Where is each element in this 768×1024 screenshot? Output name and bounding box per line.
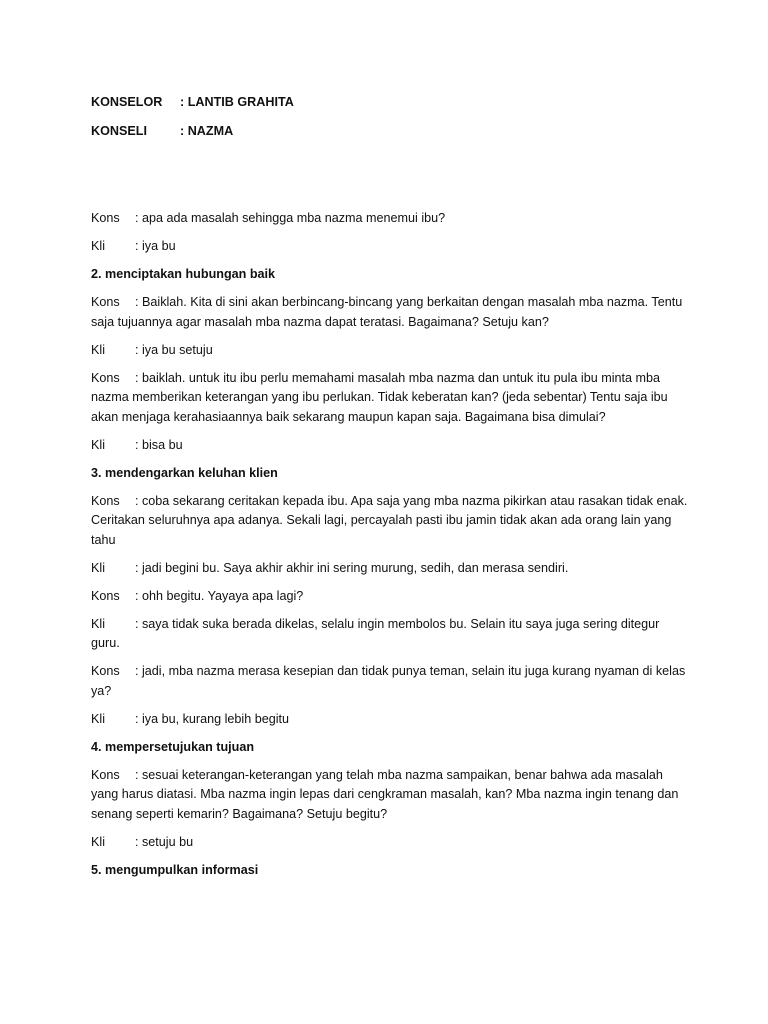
speaker-label: Kli <box>91 711 105 726</box>
speaker-label: Kons <box>91 664 120 678</box>
dialogue-line <box>91 341 691 361</box>
dialogue-line <box>91 492 691 551</box>
section-heading: 2. menciptakan hubungan baik <box>91 267 276 281</box>
utterance-text: : setuju bu <box>135 834 194 849</box>
speaker-label: Kli <box>91 437 105 452</box>
section-heading: 3. mendengarkan keluhan klien <box>91 465 278 480</box>
speaker-label: Kli <box>91 834 105 849</box>
dialogue-line <box>91 710 691 730</box>
dialogue-line <box>91 662 691 701</box>
section-heading: 5. mengumpulkan informasi <box>91 862 259 877</box>
konseli-label: KONSELI <box>91 124 147 138</box>
dialogue-line <box>91 293 691 332</box>
utterance-text: : sesuai keterangan-keterangan yang telah mba nazma sampaikan, benar bahwa ada masalah yang harus diatasi. Mba nazma ingin lepas dari cengkraman masalah, kan? Mba nazma ingin tenang dan senang seperti kemarin? Bagaimana? Setuju begitu? <box>91 767 679 821</box>
konselor-value: : LANTIB GRAHITA <box>180 95 294 109</box>
dialogue-line <box>91 615 691 654</box>
dialogue-line <box>91 833 691 853</box>
dialogue-line <box>91 436 691 456</box>
dialogue-line <box>91 209 691 229</box>
document-page <box>91 93 691 889</box>
speaker-label: Kons <box>91 588 120 603</box>
utterance-text: : saya tidak suka berada dikelas, selalu ingin membolos bu. Selain itu saya juga sering ditegur guru. <box>91 616 660 650</box>
dialogue-line <box>91 559 691 579</box>
utterance-text: : iya bu <box>135 239 176 253</box>
header-spacer <box>91 140 691 209</box>
dialogue-transcript <box>91 209 691 880</box>
utterance-text: : coba sekarang ceritakan kepada ibu. Apa saja yang mba nazma pikirkan atau rasakan tidak enak. Ceritakan seluruhnya apa adanya. Sekali lagi, percayalah pasti ibu jamin tidak akan ada orang lain yang tahu <box>91 493 688 547</box>
utterance-text: : iya bu setuju <box>135 342 213 357</box>
konselor-row <box>91 93 691 111</box>
speaker-label: Kons <box>91 370 120 385</box>
utterance-text: : iya bu, kurang lebih begitu <box>135 711 290 726</box>
speaker-label: Kli <box>91 342 105 357</box>
dialogue-line <box>91 237 691 257</box>
utterance-text: : ohh begitu. Yayaya apa lagi? <box>135 588 304 603</box>
konselor-label: KONSELOR <box>91 95 163 109</box>
dialogue-line <box>91 587 691 607</box>
section-heading: 4. mempersetujukan tujuan <box>91 739 255 754</box>
speaker-label: Kons <box>91 767 120 782</box>
speaker-label: Kons <box>91 295 120 309</box>
speaker-label: Kli <box>91 560 105 575</box>
utterance-text: : apa ada masalah sehingga mba nazma menemui ibu? <box>135 211 446 225</box>
speaker-label: Kons <box>91 493 120 508</box>
utterance-text: : baiklah. untuk itu ibu perlu memahami masalah mba nazma dan untuk itu pula ibu minta mba nazma memberikan keterangan yang ibu perlukan. Tidak keberatan kan? (jeda sebentar) Tentu saja ibu akan menjaga kerahasiaannya baik sekarang maupun kapan saja. Bagaimana bisa dimulai? <box>91 370 668 424</box>
speaker-label: Kli <box>91 616 105 631</box>
dialogue-line <box>91 766 691 825</box>
speaker-label: Kons <box>91 211 120 225</box>
utterance-text: : jadi begini bu. Saya akhir akhir ini sering murung, sedih, dan merasa sendiri. <box>135 560 569 575</box>
speaker-label: Kli <box>91 239 105 253</box>
utterance-text: : jadi, mba nazma merasa kesepian dan tidak punya teman, selain itu juga kurang nyaman di kelas ya? <box>91 664 686 698</box>
konseli-value: : NAZMA <box>180 124 234 138</box>
utterance-text: : Baiklah. Kita di sini akan berbincang-bincang yang berkaitan dengan masalah mba nazma. Tentu saja tujuannya agar masalah mba nazma dapat teratasi. Bagaimana? Setuju kan? <box>91 295 683 329</box>
dialogue-line <box>91 369 691 428</box>
utterance-text: : bisa bu <box>135 437 183 452</box>
konseli-row <box>91 122 691 140</box>
